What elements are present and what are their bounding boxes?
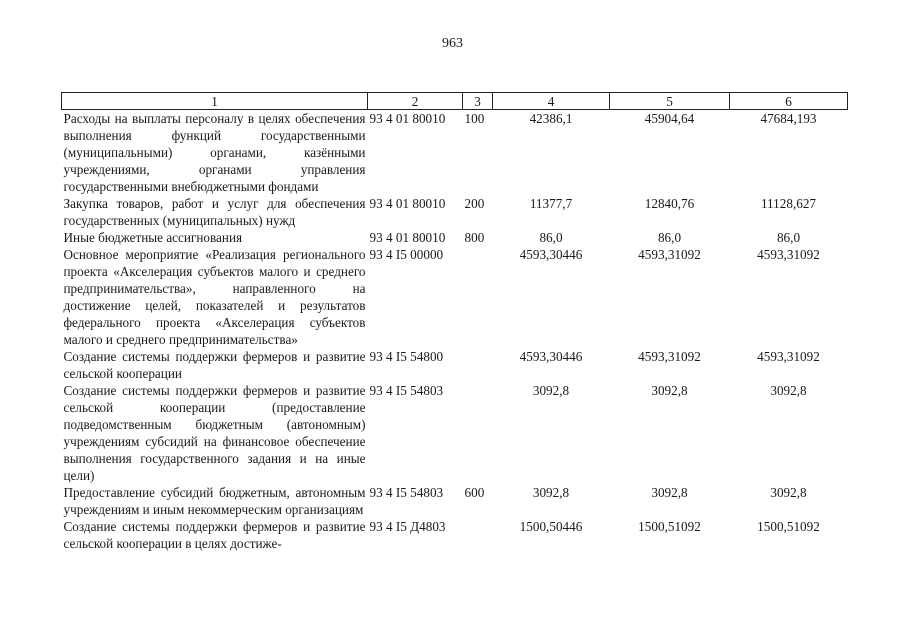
row-expense-type: 100 [464,111,485,126]
row-description: Предоставление субсидий бюджетным, автономным учреждениям и иным некоммерческим организациям [63,485,366,517]
row-value-col6: 3092,8 [770,383,807,398]
row-expense-type [463,382,493,484]
column-header: 2 [368,93,463,110]
row-value-col4: 4593,30446 [519,247,583,262]
row-value-col6: 3092,8 [770,485,807,500]
row-value-col6: 4593,31092 [757,247,820,262]
table-row [62,484,848,518]
column-header: 1 [62,93,368,110]
table-row [62,518,848,552]
column-header: 4 [493,93,610,110]
table-header-row [62,93,848,110]
row-value-col6: 86,0 [776,230,801,245]
row-value-col6: 1500,51092 [757,519,820,534]
row-description: Создание системы поддержки фермеров и развитие сельской кооперации (предоставление подведомственным бюджетным (автономным) учреждениям субсидий на финансовое обеспечение выполнения государственного задания и на иные цели) [63,383,366,483]
row-code: 93 4 01 80010 [369,230,446,245]
row-code: 93 4 I5 00000 [369,247,444,262]
row-expense-type [463,518,493,552]
row-code: 93 4 01 80010 [369,111,446,126]
row-code: 93 4 I5 54803 [369,485,444,500]
row-description: Основное мероприятие «Реализация регионального проекта «Акселерация субъектов малого и среднего предпринимательства», направленного на достижение целей, показателей и результатов федерального проекта «Акселерация субъектов малого и среднего предпринимательства» [63,247,366,347]
row-value-col6: 47684,193 [760,111,817,126]
row-value-col5: 4593,31092 [638,247,701,262]
table-row [62,382,848,484]
row-value-col4: 11377,7 [529,196,573,211]
row-value-col4: 42386,1 [529,111,573,126]
row-value-col6: 11128,627 [760,196,817,211]
row-expense-type [463,246,493,348]
row-value-col5: 3092,8 [651,383,688,398]
row-value-col5: 12840,76 [644,196,695,211]
row-expense-type: 200 [464,196,485,211]
page-number: 963 [442,36,463,51]
row-code: 93 4 01 80010 [369,196,446,211]
row-value-col5: 4593,31092 [638,349,701,364]
budget-table [61,92,848,552]
table-row [62,229,848,246]
row-description: Иные бюджетные ассигнования [63,230,243,245]
row-code: 93 4 I5 54803 [369,383,444,398]
column-header: 3 [463,93,493,110]
row-expense-type: 800 [464,230,485,245]
row-value-col4: 4593,30446 [519,349,583,364]
row-description: Закупка товаров, работ и услуг для обеспечения государственных (муниципальных) нужд [63,196,366,228]
row-value-col4: 3092,8 [532,383,570,398]
row-value-col4: 1500,50446 [519,519,583,534]
row-value-col4: 86,0 [539,230,563,245]
table-row [62,348,848,382]
row-value-col5: 45904,64 [644,111,695,126]
row-value-col6: 4593,31092 [757,349,820,364]
row-value-col5: 86,0 [657,230,682,245]
table-row [62,195,848,229]
table-row [62,246,848,348]
row-description: Расходы на выплаты персоналу в целях обеспечения выполнения функций государственными (муниципальными) органами, казёнными учреждениями, органами управления государственными внебюджетными фондами [63,111,366,194]
row-expense-type [463,348,493,382]
table-row [62,110,848,196]
row-value-col5: 1500,51092 [638,519,701,534]
column-header: 6 [730,93,848,110]
row-description: Создание системы поддержки фермеров и развитие сельской кооперации в целях достиже- [63,519,366,551]
row-description: Создание системы поддержки фермеров и развитие сельской кооперации [63,349,366,381]
row-code: 93 4 I5 Д4803 [369,519,446,534]
row-value-col4: 3092,8 [532,485,570,500]
row-value-col5: 3092,8 [651,485,688,500]
row-code: 93 4 I5 54800 [369,349,444,364]
column-header: 5 [610,93,730,110]
row-expense-type: 600 [464,485,485,500]
